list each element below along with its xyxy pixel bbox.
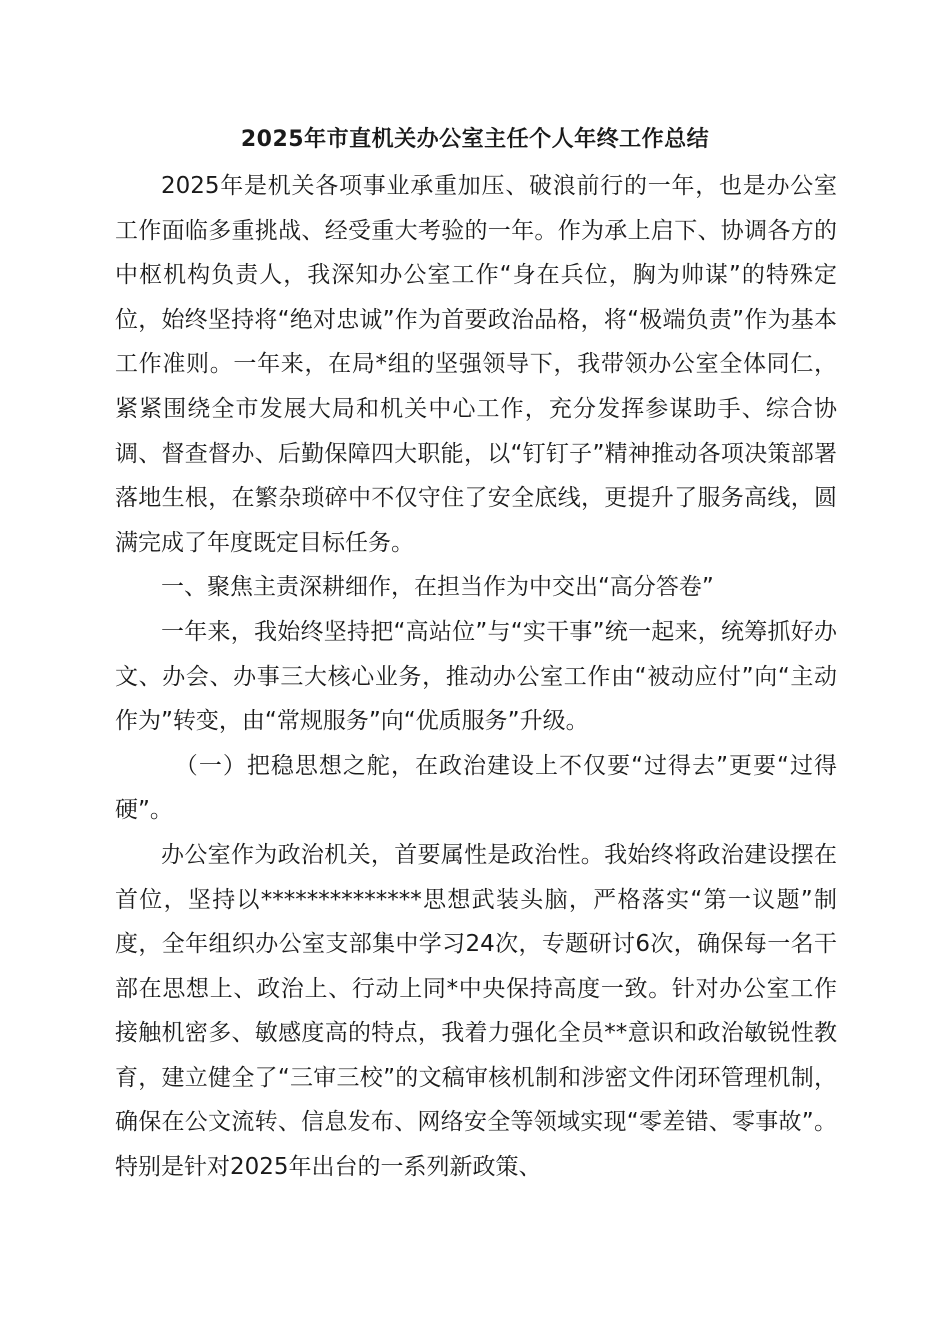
paragraph-political-building: 办公室作为政治机关，首要属性是政治性。我始终将政治建设摆在首位，坚持以**************思想武装头脑，严格落实“第一议题”制度，全年组织办公室支部集中学习24次，专题研讨6次，确保每一名干部在思想上、政治上、行动上同*中央保持高度一致。针对办公室工作接触机密多、敏感度高的特点，我着力强化全员**意识和政治敏锐性教育，建立健全了“三审三校”的文稿审核机制和涉密文件闭环管理机制，确保在公文流转、信息发布、网络安全等领域实现“零差错、零事故”。特别是针对2025年出台的一系列新政策、 [115,841,837,1181]
subsection-heading-1: （一）把稳思想之舵，在政治建设上不仅要“过得去”更要“过得硬”。 [115,752,837,824]
document-title: 2025年市直机关办公室主任个人年终工作总结 [240,127,710,152]
paragraph-intro: 2025年是机关各项事业承重加压、破浪前行的一年，也是办公室工作面临多重挑战、经受重大考验的一年。作为承上启下、协调各方的中枢机构负责人，我深知办公室工作“身在兵位，胸为帅谋”的特殊定位，始终坚持将“绝对忠诚”作为首要政治品格，将“极端负责”作为基本工作准则。一年来，在局*组的坚强领导下，我带领办公室全体同仁，紧紧围绕全市发展大局和机关中心工作，充分发挥参谋助手、综合协调、督查督办、后勤保障四大职能，以“钉钉子”精神推动各项决策部署落地生根，在繁杂琐碎中不仅守住了安全底线，更提升了服务高线，圆满完成了年度既定目标任务。 [115,173,837,556]
document-body [115,164,837,1190]
paragraph-section-1-intro: 一年来，我始终坚持把“高站位”与“实干事”统一起来，统筹抓好办文、办会、办事三大核心业务，推动办公室工作由“被动应付”向“主动作为”转变，由“常规服务”向“优质服务”升级。 [115,618,837,735]
section-heading-1: 一、聚焦主责深耕细作，在担当作为中交出“高分答卷” [161,574,714,601]
